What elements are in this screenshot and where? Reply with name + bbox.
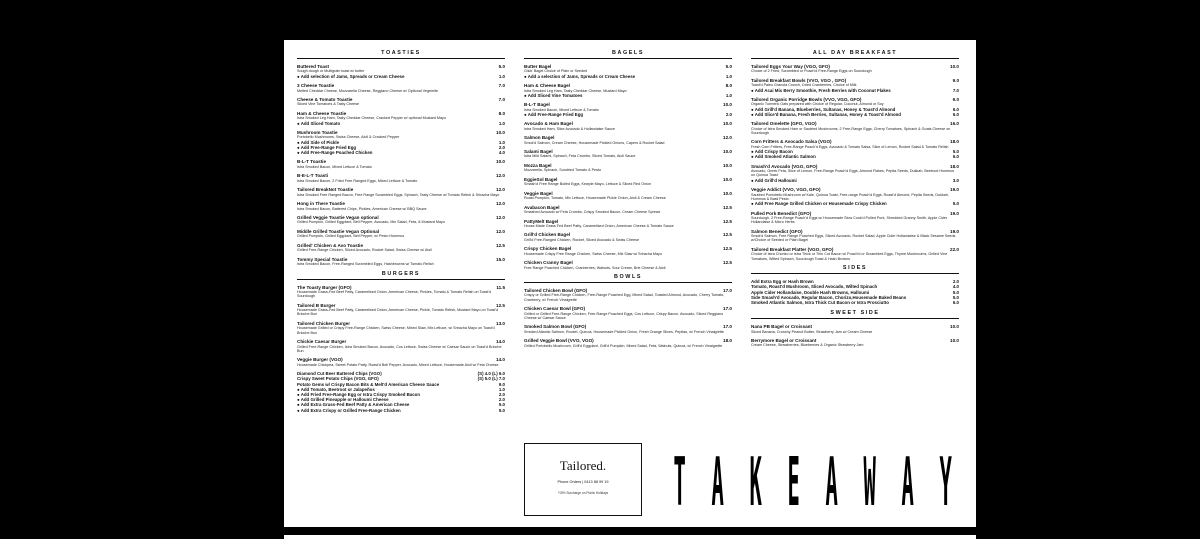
surcharge-note: *15% Surcharge on Public Holidays: [557, 491, 609, 495]
phone-orders: Phone Orders | 0413 88 99 19: [557, 480, 609, 484]
menu-item-name: The Toasty Burger (GFO): [297, 284, 352, 290]
addon-label: ● Add Smoked Atlantic Salmon: [751, 154, 816, 160]
addon-label: ● Add Sliced Vine Tomatoes: [524, 92, 583, 98]
menu-item-description: Smoked Atlantic Salmon, Rocket, Quinoa, Housemade Pickled Onion, Fresh Orange Slices, Pepitas, w/ French Vinaigrette: [524, 329, 724, 334]
menu-item-price: 9.0: [952, 96, 959, 102]
burger-extras-list: [297, 371, 505, 413]
menu-item-price: 12.5: [723, 204, 732, 210]
side-item-label: Add Extra Egg or Hash Brown: [751, 279, 814, 285]
takeaway-letter: A: [901, 444, 914, 522]
menu-item: [524, 177, 732, 187]
menu-item-price: 10.0: [723, 190, 732, 196]
menu-item-description: Sough dough or Multigrain toast w/ butter: [297, 69, 365, 74]
menu-item-price: 8.0: [725, 83, 732, 89]
menu-item-name: Grilled Veggie Bowl (VVO, VGO): [524, 338, 594, 344]
menu-item: [751, 187, 959, 206]
breakfast-list: [751, 64, 959, 261]
burger-extra-price: 1.0: [498, 386, 505, 392]
menu-item-description: Sliced Vine Tomatoes & Tasty Cheese: [297, 102, 360, 107]
menu-item-description: Glick' Bagel Choice of Plain or Seeded: [524, 69, 588, 74]
menu-item-description: Istra Smoked Bacon, Battered Chips, Pickles, American Cheese w/ BBQ Sauce: [297, 206, 427, 211]
sweet-list: [751, 324, 959, 348]
menu-item-name: Avabacon Bagel: [524, 204, 560, 210]
menu-item-description: Istra Smoked Ham, Slice Avocado & Hollandaise Sauce: [524, 126, 615, 131]
addon-price: 1.0: [498, 73, 505, 79]
menu-item-price: 10.0: [723, 102, 732, 108]
menu-item-price: 8.0: [498, 110, 505, 116]
burger-extra-price: 2.0: [498, 392, 505, 398]
menu-item-name: Tailored B Burger: [297, 302, 336, 308]
menu-item-description: Organic Turmeric Oats prepared with Choice of Regular, Coconut, Almond or Soy: [751, 102, 884, 107]
side-item-label: Apple Cider Hollandaise, Double Hash Browns, Halloumi: [751, 289, 870, 295]
addon-price: 6.0: [952, 154, 959, 160]
menu-item: [297, 303, 505, 317]
menu-item: [524, 232, 732, 242]
menu-item: [524, 219, 732, 229]
menu-item-description: Grilled Portobello Mushroom, Grill'd Eggplant, Grill'd Pumpkin, Mixed Salad, Feta, Walnuts, Quinoa, w/ French Vinaigrette: [524, 343, 723, 348]
menu-item-name: Buttered Toast: [297, 64, 330, 69]
menu-item-price: 10.0: [496, 159, 505, 165]
addon-label: ● Add a selection of Jams, Spreads or Cream Cheese: [524, 73, 636, 79]
next-page-edge: [284, 535, 976, 539]
menu-item: [524, 102, 732, 117]
addon-price: 1.0: [725, 92, 732, 98]
menu-item-price: 7.0: [498, 83, 505, 89]
menu-item-price: 18.0: [950, 163, 959, 169]
menu-item-price: 17.0: [723, 306, 732, 312]
addon-label: ● Add Acai Mix Berry Smoothie, Fresh Berries with Coconut Flakes: [751, 87, 891, 93]
menu-item-name: B-L-T Bagel: [524, 102, 550, 108]
menu-item-price: 12.5: [723, 218, 732, 224]
menu-item: [751, 64, 959, 74]
menu-item-description: Housemade Grass-Fed Beef Patty, Caramelised Onion, American Cheese, Pickles, Tomato & Tomato Relish on Toast'd Sourdough: [297, 290, 492, 299]
column-middle: [524, 50, 732, 352]
section-title-sweet: SWEET SIDE: [751, 310, 959, 319]
menu-item: [297, 173, 505, 183]
menu-item-price: 15.0: [496, 256, 505, 262]
burger-extra-label: Diamond Cut Beer Battered Chips (VGO): [297, 371, 382, 377]
side-item-price: 5.0: [952, 289, 959, 295]
menu-item-name: Cheese & Tomato Toastie: [297, 96, 353, 102]
menu-item: [297, 357, 505, 367]
menu-item-price: 12.5: [723, 260, 732, 266]
menu-item-price: 12.0: [496, 173, 505, 179]
menu-item-description: Roast Pumpkin, Tomato, Mix Lettuce, Housemade Pickle Onion, Aioli & Cream Cheese: [524, 196, 666, 201]
menu-item-price: 11.5: [496, 284, 505, 290]
menu-item-description: Smashed Avocado w/ Feta Crumbs, Crispy Smoked Bacon, Cream Cheese Spread: [524, 210, 661, 215]
menu-item-name: B-E-L-T Toasti: [297, 173, 329, 179]
menu-item-price: 12.5: [496, 242, 505, 248]
section-title-sides: SIDES: [751, 265, 959, 274]
menu-item-name: Tailored Chicken Burger: [297, 320, 351, 326]
burger-extra-price: (S) 5.0 (L) 7.0: [477, 376, 505, 382]
section-title-toasties: TOASTIES: [297, 50, 505, 59]
menu-item-price: 10.0: [950, 64, 959, 69]
menu-item-price: 12.5: [723, 232, 732, 238]
menu-item: [524, 205, 732, 215]
menu-item-name: Crispy Chicken Bagel: [524, 246, 572, 252]
menu-item: [297, 83, 505, 93]
burger-extra-label: Potato Gems w/ Crispy Bacon Bits & Melt'd American Cheese Sauce: [297, 381, 440, 387]
burger-extra-label: ● Add Fried Free-Range Egg or Istra Crispy Smoked Bacon: [297, 392, 421, 398]
menu-item: [524, 121, 732, 131]
menu-item: [751, 247, 959, 261]
menu-item: [297, 257, 505, 267]
menu-item: [524, 338, 732, 348]
takeaway-letter: T: [673, 444, 686, 522]
menu-item-name: Veggie Bagel: [524, 190, 553, 196]
menu-item-name: Corn Fritters & Avocado Salsa (VGO): [751, 139, 832, 145]
side-item-price: 6.0: [952, 299, 959, 305]
side-item-price: 5.0: [952, 294, 959, 300]
bagels-list: [524, 64, 732, 270]
menu-item-description: Housemade Crispy Free Range Chicken, Swiss Cheese, Mix Slaw w/ Sriracha Mayo: [524, 251, 662, 256]
addon-price: 5.0: [952, 201, 959, 207]
menu-item-addon: [524, 93, 732, 98]
menu-item-price: 17.0: [723, 324, 732, 330]
menu-item-price: 13.0: [496, 320, 505, 326]
section-title-breakfast: ALL DAY BREAKFAST: [751, 50, 959, 59]
menu-item-name: Berrymore Bagel or Croissant: [751, 338, 817, 344]
addon-price: 7.0: [952, 87, 959, 93]
section-title-burgers: BURGERS: [297, 271, 505, 280]
menu-item-price: 12.0: [496, 201, 505, 207]
burger-extra-label: ● Add Extra Crispy or Grilled Free-Range Chicken: [297, 407, 401, 413]
menu-item: [751, 229, 959, 243]
addon-label: ● Add Free-Range Fried Egg: [297, 144, 357, 150]
menu-item-name: Butter Bagel: [524, 64, 552, 69]
menu-item-name: Ham & Cheese Bagel: [524, 83, 570, 89]
menu-item-description: Grilled Pumpkin, Grilled Eggplant, Bell Pepper, w/ Pesto Hummus: [297, 234, 405, 239]
menu-item-price: 18.0: [723, 338, 732, 344]
menu-item-description: Choice of Istra Chorizo or Istra Thick or Thin Cut Bacon w/ Poach'd or Scrambled Eggs, Thyme Mushrooms, Grilled Vine Tomatoes, Wilted Spinach, Sourdough Toast & Hash Browns: [751, 252, 948, 261]
menu-item-description: Melted Cheddar Cheese, Mozzarella Cheese, Reggiano Cheese w/ Optional Vegemite: [297, 88, 439, 93]
menu-item-price: 12.0: [496, 228, 505, 234]
menu-item-name: 3 Cheese Toastie: [297, 83, 335, 89]
brand-logo: Tailored.: [559, 458, 607, 473]
menu-item-name: Salami Bagel: [524, 149, 553, 155]
menu-item-name: Middle Grilled Toastie Vegan Optional: [297, 228, 380, 234]
menu-item-description: Istra Smoked Bacon, Free-Ranged Scrambled Eggs, Hashbrowns w/ Tomato Relish: [297, 262, 434, 267]
addon-price: 3.0: [952, 177, 959, 183]
menu-item: [524, 246, 732, 256]
menu-item-description: Fresh Corn Fritters, Free-Range Poach'd Eggs, Avocado & Tomato Salsa, Slice of Lemon, Rocket Salad & Tomato Relish: [751, 144, 949, 149]
menu-item-price: 14.0: [496, 339, 505, 345]
menu-item-addon: [297, 150, 505, 155]
burger-extra-label: ● Add Extra Grass-Fed Beef Patty & American Cheese: [297, 402, 410, 408]
menu-item-description: Mozzarella, Spinach, Sundried Tomato & Pesto: [524, 168, 602, 173]
side-item-price: 4.0: [952, 284, 959, 290]
takeaway-letter: A: [711, 444, 724, 522]
menu-item-price: 19.0: [950, 187, 959, 193]
addon-price: 1.0: [725, 73, 732, 79]
side-item: [751, 300, 959, 305]
menu-item-description: Toast'd Paleo Granola Crunch, Dried Cranberries, Choice of Milk: [751, 83, 857, 88]
menu-item: [297, 243, 505, 253]
sides-list: [751, 279, 959, 305]
burger-extra-price: 2.0: [498, 397, 505, 403]
menu-item-name: B-L-T Toastie: [297, 159, 327, 165]
column-right: [751, 50, 959, 352]
menu-item-description: Grilled Free-Range Chicken, Sliced Avocado, Rocket Salad, Swiss Cheese w/ Aioli: [297, 248, 432, 253]
menu-item-name: Pulled Pork Benedict (GFO): [751, 210, 812, 216]
menu-item-price: 9.0: [952, 77, 959, 83]
addon-price: 5.0: [952, 149, 959, 155]
menu-item-name: Salmon Bagel: [524, 135, 555, 141]
menu-item-description: Istra Smoked Free Ranged Bacon, Free Range Scrambled Eggs, Spinach, Tasty Cheese w/ Tomato Relish & Sriracha Mayo: [297, 192, 500, 197]
menu-item-description: Istra Mild Salami, Spinach, Feta Crumbs, Sliced Tomato, Aioli Sauce: [524, 154, 636, 159]
menu-item-addon: [297, 74, 505, 79]
addon-label: ● Add Sliced Tomato: [297, 120, 341, 126]
addon-label: ● Add Free-Range Fried Egg: [524, 111, 584, 117]
burgers-list: [297, 285, 505, 367]
menu-item-price: 19.0: [950, 228, 959, 234]
menu-item-name: Tailored Breakfast Platter (VGO, GFO): [751, 246, 834, 252]
menu-item: [297, 229, 505, 239]
burger-extra-price: 5.0: [498, 407, 505, 413]
burger-extra-price: (S) 4.0 (L) 6.0: [477, 371, 505, 377]
menu-item: [524, 306, 732, 320]
menu-item-addon: [524, 112, 732, 117]
column-left: [297, 50, 505, 413]
menu-item-name: Tailored BreakNot Toastie: [297, 187, 354, 193]
menu-item-name: Avocado & Ham Bagel: [524, 121, 573, 127]
menu-item-name: Salmon Benedict (GFO): [751, 228, 803, 234]
menu-item-description: Portobello Mushrooms, Swiss Cheese, Aioli & Cracked Pepper: [297, 135, 400, 140]
takeaway-letter: E: [787, 444, 800, 522]
menu-item-description: Grilled Free-Range Chicken, Istra Smoked Bacon, Avocado, Cos Lettuce, Swiss Cheese w/ Caesar Sauce on Toast'd Brioche Bun: [297, 344, 502, 353]
addon-label: ● Add Free Range Grilled Chicken or Housemade Crispy Chicken: [751, 201, 887, 207]
menu-item: [751, 164, 959, 183]
addon-price: 1.0: [498, 139, 505, 145]
menu-item-price: 19.0: [950, 210, 959, 216]
menu-item-name: Grill'd Chicken Bagel: [524, 232, 571, 238]
menu-item: [297, 130, 505, 155]
menu-item-price: 7.0: [498, 96, 505, 102]
menu-item-price: 10.0: [723, 162, 732, 168]
burger-extra-label: Crispy Sweet Potato Chips (VGO, GFO): [297, 376, 379, 382]
addon-price: 2.0: [725, 111, 732, 117]
addon-price: 6.0: [952, 111, 959, 117]
menu-item-addon: [297, 121, 505, 126]
takeaway-banner: [662, 443, 962, 523]
menu-item-name: EggieSol Bagel: [524, 176, 558, 182]
menu-item-price: 14.0: [496, 357, 505, 363]
menu-item-addon: [751, 154, 959, 159]
menu-item-addon: [751, 178, 959, 183]
menu-item-description: Housemade Grilled or Crispy Free-Range Chicken, Swiss Cheese, Mixed Slaw, Mix Lettuce, w/ Sriracha Mayo on Toast'd Brioche Bun: [297, 326, 495, 335]
menu-item-description: Smash'd Free Range Boiled Eggs, Kewpie Mayo, Lettuce & Sliced Red Onion: [524, 182, 651, 187]
menu-item-description: Housemade Chickpea, Sweet Potato Patty, Roast'd Bell Pepper, Avocado, Mixed Lettuce, Housemade Aioli w/ Feta Cheese: [297, 362, 499, 367]
menu-item: [751, 139, 959, 159]
menu-item: [297, 339, 505, 353]
menu-item-name: Veggie Burger (VGO): [297, 357, 343, 363]
side-item-label: Side Smash'd Avocado, Regular Bacon, Chorizo,Housemade Baked Beans: [751, 294, 907, 300]
menu-item: [524, 260, 732, 270]
addon-label: ● Add Crispy Bacon: [751, 149, 793, 155]
menu-item-price: 12.0: [723, 135, 732, 141]
menu-item-description: Grilled or Grilled Free-Range Chicken, Free-Range Poached Eggs, Cos Lettuce, Crispy Bacon, Avocado, Sliced Reggiano Cheese w/ Caesar Sauce: [524, 311, 724, 320]
addon-price: 1.0: [498, 120, 505, 126]
menu-item-price: 5.0: [498, 64, 505, 69]
menu-item-description: Choice of 2 Fried, Scrambled or Poach'd Free-Range Eggs on Sourdough: [751, 69, 872, 74]
menu-item-description: Istra Smoked Bacon, Mixed Lettuce & Tomato: [297, 164, 372, 169]
menu-item-description: Sourdough, 2 Free-Range Poach'd Eggs w/ Housemade Slow Cook'd Pulled Pork, Shredded Granny Smith, Apple Cider Hollandaise & Micro Herbs: [751, 215, 948, 225]
menu-item-name: Grilled' Chicken & Avo Toastie: [297, 242, 364, 248]
addon-price: 2.0: [498, 144, 505, 150]
menu-item: [297, 159, 505, 169]
menu-item-name: Smoked Salmon Bowl (GFO): [524, 324, 587, 330]
menu-item-description: Grilled Pumpkin, Grilled Eggplant, Bell Pepper, Avocado, Mix Salad, Feta, & Mustard Mayo: [297, 220, 445, 225]
side-item-price: 2.0: [952, 279, 959, 285]
addon-price: 6.0: [952, 106, 959, 112]
takeaway-letter: W: [863, 444, 876, 522]
menu-item-price: 10.0: [950, 324, 959, 330]
burger-extra-label: ● Add Grilled Pineapple or Halloumi Cheese: [297, 397, 389, 403]
menu-item-name: Smash'd Avocado (VGO, GFO): [751, 163, 818, 169]
burger-extra: [297, 408, 505, 413]
menu-item-price: 18.0: [950, 139, 959, 145]
menu-item-description: Sautéed Portobello Mushroom w/ Kale, Quinoa Toast, Free-range Poach'd Eggs, Roast'd Almond, Pepita Seeds, Dukkah, Hummus & Basil Pesto: [751, 192, 949, 201]
menu-item-name: Mushroom Toastie: [297, 129, 338, 135]
section-title-bowls: BOWLS: [524, 274, 732, 283]
menu-item-price: 12.5: [723, 246, 732, 252]
menu-item: [297, 64, 505, 79]
menu-item-name: Chicken Cranny Bagel: [524, 260, 573, 266]
menu-item-description: Cream Cheese, Strawberries, Blueberries & Organic Strawberry Jam: [751, 343, 864, 348]
menu-item-price: 5.0: [725, 64, 732, 69]
menu-item-description: Crispy or Grilled Free-Range Chicken, Free-Range Poached Egg, Mixed Salad, Toasted Almond, Avocado, Cherry Tomato, Cranberry, w/ French Vinaigrette: [524, 293, 725, 302]
menu-item: [751, 78, 959, 93]
menu-item-addon: [524, 74, 732, 79]
menu-item-name: Tommy Special Toastie: [297, 256, 348, 262]
menu-item-description: Smok'd Salmon, Free Range Poached Eggs, Sliced Avocado, Rocket Salad, Apple Cider Hollandaise & Black Sesame Seeds w/Choice of Seeded or Plain Bagel: [751, 234, 956, 243]
menu-item: [524, 64, 732, 79]
addon-label: ● Add Grill'd Banana, Blueberries, Sultanas, Honey & Toast'd Almond: [751, 106, 896, 112]
takeaway-letter: Y: [939, 444, 952, 522]
addon-label: ● Add Slice'd Banana, Fresh Berries, Sultanas, Honey & Toast'd Almond: [751, 111, 901, 117]
menu-item-price: 10.0: [496, 129, 505, 135]
menu-item: [524, 288, 732, 302]
menu-item: [297, 111, 505, 126]
side-item-label: Tomato, Roast'd Mushroom, Sliced Avocado, Wilted Spinach: [751, 284, 878, 290]
bowls-list: [524, 288, 732, 348]
menu-item: [751, 338, 959, 348]
menu-item-name: Chickie Caesar Burger: [297, 339, 347, 345]
addon-label: ● Add selection of Jams, Spreads or Cream Cheese: [297, 73, 405, 79]
toasties-list: [297, 64, 505, 266]
menu-item-description: House Made Grass Fed Beef Patty, Caramelised Onion, American Cheese & Tomato Sauce: [524, 223, 674, 228]
menu-item: [297, 321, 505, 335]
menu-item-addon: [751, 88, 959, 93]
menu-item-price: 10.0: [950, 338, 959, 344]
section-title-bagels: BAGELS: [524, 50, 732, 59]
menu-item-price: 12.0: [496, 187, 505, 193]
burger-extra-price: 5.0: [498, 402, 505, 408]
menu-item-name: Nana PB Bagel or Croissant: [751, 324, 813, 330]
menu-item-description: Grill'd Free-Ranged Chicken, Rocket, Sliced Avocado & Swiss Cheese: [524, 237, 640, 242]
menu-item-description: Free Range Poached Chicken, Cranberries, Walnuts, Sour Cream, Brie Cheese & Aioli: [524, 265, 666, 270]
menu-item: [524, 135, 732, 145]
menu-item-name: Tailored Chicken Bowl (GFO): [524, 288, 588, 294]
menu-item: [751, 97, 959, 117]
menu-item-price: 10.0: [723, 176, 732, 182]
addon-label: ● Add Free-Range Poached Chicken: [297, 150, 373, 156]
menu-item: [297, 97, 505, 107]
menu-item-description: Smok'd Salmon, Cream Cheese, Housemade Pickled Onions, Capers & Rocket Salad: [524, 140, 665, 145]
menu-item-description: Istra Smoked Bacon, 2 Fried Free Ranged Eggs, Mixed Lettuce & Tomato: [297, 178, 418, 183]
menu-item: [524, 83, 732, 98]
menu-item: [524, 191, 732, 201]
menu-item-price: 12.0: [496, 215, 505, 221]
menu-item-description: Istra Smoked Leg Ham, Tasty Cheddar Cheese, Cracked Pepper w/ optional Mustard Mayo: [297, 116, 446, 121]
menu-item: [297, 215, 505, 225]
menu-item-addon: [751, 201, 959, 206]
burger-extra-price: 9.0: [498, 381, 505, 387]
menu-item-price: 10.0: [723, 149, 732, 155]
burger-extra-label: ● Add Tomato, Beetroot or Jalapeños: [297, 386, 375, 392]
menu-item-name: Tailored Organic Porridge Bowls (VVO, VGO, GFO): [751, 96, 862, 102]
menu-item-name: PattyMelt Bagel: [524, 218, 559, 224]
menu-item-description: Avocado, Greek Feta, Slice of Lemon, Free-Range Poach'd Eggs, Almond Flakes, Pepita Seeds, Dukkah, Beetroot Hummus on Quinoa Toast: [751, 169, 955, 178]
menu-item-name: Grilled Veggie Toastie Vegan optional: [297, 215, 379, 221]
menu-item: [297, 201, 505, 211]
menu-item-description: Istra Smoked Leg Ham, Tasty Cheddar Cheese, Mustard Mayo: [524, 88, 627, 93]
menu-item: [751, 121, 959, 135]
addon-price: 4.0: [498, 150, 505, 156]
menu-item: [297, 187, 505, 197]
menu-item-name: Veggie Addict (VVO, VGO, GFO): [751, 187, 821, 193]
menu-item: [751, 211, 959, 225]
menu-item-description: Housemade Grass-Fed Beef Patty, Caramelised Onion, American Cheese, Pickle, Tomato Relish, Mustard Mayo on Toast'd Brioche Bun: [297, 308, 499, 317]
menu-item: [297, 285, 505, 299]
menu-item: [524, 149, 732, 159]
menu-item-name: Ham & Cheese Toastie: [297, 110, 347, 116]
menu-item-name: Mozza Bagel: [524, 162, 552, 168]
menu-item-description: Istra Smoked Bacon, Mixed Lettuce & Tomato: [524, 107, 599, 112]
menu-item: [524, 163, 732, 173]
menu-item: [751, 324, 959, 334]
menu-item-price: 10.0: [723, 121, 732, 127]
takeaway-letter: K: [749, 444, 762, 522]
side-item-label: Smoked Atlantic Salmon, Istra Thick Cut Bacon or Istra Prosciutto: [751, 299, 889, 305]
menu-item-addon: [751, 112, 959, 117]
menu-item-name: Chicken Caesar Bowl (GFO): [524, 306, 586, 312]
menu-item-name: Tailored Omelette (GFO, VGO): [751, 121, 817, 127]
menu-item-price: 17.0: [723, 288, 732, 294]
addon-label: ● Add Grill'd Halloumi: [751, 177, 797, 183]
menu-item-name: Tailored Eggs Your Way (VGO, GFO): [751, 64, 830, 69]
menu-item-description: Choice of Istra Smoked Ham or Sautéed Mushrooms, 2 Free-Range Eggs, Cherry Tomatoes, Spinach & Goats Cheese on Sourdough: [751, 126, 951, 135]
menu-item-name: Hong in There Toastie: [297, 201, 345, 207]
takeaway-letter: A: [825, 444, 838, 522]
menu-item: [524, 324, 732, 334]
menu-item-description: Sliced Banana, Crunchy Peanut Butter, Strawberry Jam w/ Cream Cheese: [751, 329, 873, 334]
brand-box: [524, 443, 642, 516]
menu-item-price: 16.0: [950, 121, 959, 127]
addon-label: ● Add Side of Pickle: [297, 139, 340, 145]
menu-page: [284, 40, 976, 527]
menu-item-name: Tailored Breakfast Bowls (VVO, VGO , GFO): [751, 77, 847, 83]
menu-item-price: 12.5: [496, 302, 505, 308]
menu-item-price: 22.0: [950, 246, 959, 252]
